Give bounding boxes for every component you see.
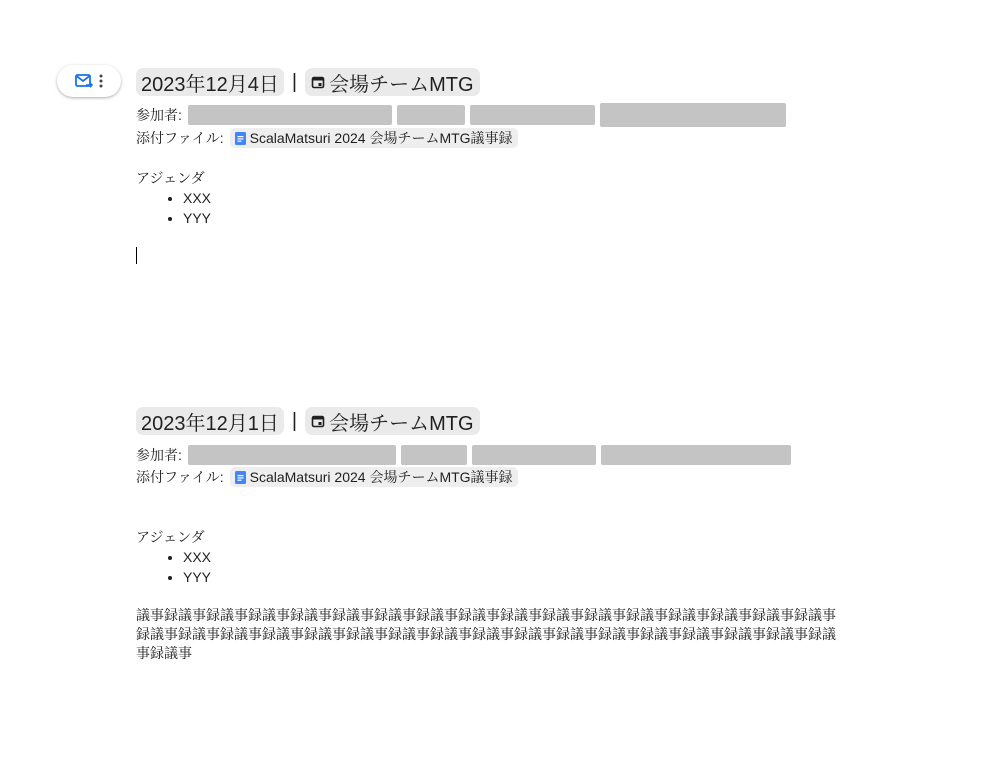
attendee-chip-redacted[interactable] bbox=[188, 445, 396, 465]
attendees-row bbox=[136, 103, 856, 127]
title-separator: | bbox=[291, 409, 298, 432]
attachments-row bbox=[136, 127, 856, 149]
attachment-chip[interactable] bbox=[230, 467, 518, 487]
agenda-item: • YYY bbox=[183, 567, 856, 587]
agenda-item: • YYY bbox=[183, 208, 856, 228]
date-chip[interactable]: 2023年12月1日 bbox=[136, 407, 284, 435]
floating-action-bar bbox=[57, 65, 121, 97]
entry-title-row bbox=[136, 407, 856, 435]
meeting-entry bbox=[136, 407, 856, 663]
attendee-chip-redacted[interactable] bbox=[401, 445, 467, 465]
attendee-chip-redacted[interactable] bbox=[397, 105, 465, 125]
agenda-heading: アジェンダ bbox=[136, 170, 205, 186]
attachment-name: ScalaMatsuri 2024 会場チームMTG議事録 bbox=[249, 130, 513, 146]
agenda-item: • XXX bbox=[183, 188, 856, 208]
attachments-label: 添付ファイル: bbox=[136, 130, 224, 146]
agenda-list bbox=[136, 547, 856, 587]
calendar-event-chip[interactable] bbox=[305, 68, 479, 96]
calendar-icon bbox=[311, 75, 325, 89]
attendee-chip-redacted[interactable] bbox=[472, 445, 596, 465]
attendee-chip-redacted[interactable] bbox=[470, 105, 595, 125]
attendees-label: 参加者: bbox=[136, 447, 182, 463]
calendar-event-chip[interactable] bbox=[305, 407, 479, 435]
agenda-list bbox=[136, 188, 856, 228]
email-forward-icon[interactable] bbox=[75, 74, 93, 88]
attendee-chip-redacted[interactable] bbox=[600, 103, 786, 127]
google-docs-icon bbox=[235, 471, 246, 484]
agenda-item: • XXX bbox=[183, 547, 856, 567]
title-separator: | bbox=[291, 70, 298, 93]
event-name: 会場チームMTG bbox=[329, 73, 474, 96]
attachment-name: ScalaMatsuri 2024 会場チームMTG議事録 bbox=[249, 469, 513, 485]
attachments-label: 添付ファイル: bbox=[136, 469, 224, 485]
calendar-icon bbox=[311, 414, 325, 428]
attendee-chip-redacted[interactable] bbox=[188, 105, 392, 125]
entry-title-row bbox=[136, 68, 856, 96]
meeting-entry bbox=[136, 68, 856, 228]
google-docs-icon bbox=[235, 132, 246, 145]
attachment-chip[interactable] bbox=[230, 128, 518, 148]
attendee-chip-redacted[interactable] bbox=[601, 445, 791, 465]
minutes-body-text[interactable]: 議事録議事録議事録議事録議事録議事録議事録議事録議事録議事録議事録議事録議事録議事録議事録議事録議事録議事録議事録議事録議事録議事録議事録議事録議事録議事録議事録議事録議事録議事録議事録議事録議事録議事録議事 bbox=[136, 607, 836, 661]
agenda-heading: アジェンダ bbox=[136, 529, 205, 545]
more-vert-icon[interactable] bbox=[99, 74, 103, 88]
attendees-row bbox=[136, 444, 856, 466]
event-name: 会場チームMTG bbox=[329, 412, 474, 435]
text-cursor bbox=[136, 247, 137, 264]
date-chip[interactable]: 2023年12月4日 bbox=[136, 68, 284, 96]
attendees-label: 参加者: bbox=[136, 107, 182, 123]
attachments-row bbox=[136, 466, 856, 488]
